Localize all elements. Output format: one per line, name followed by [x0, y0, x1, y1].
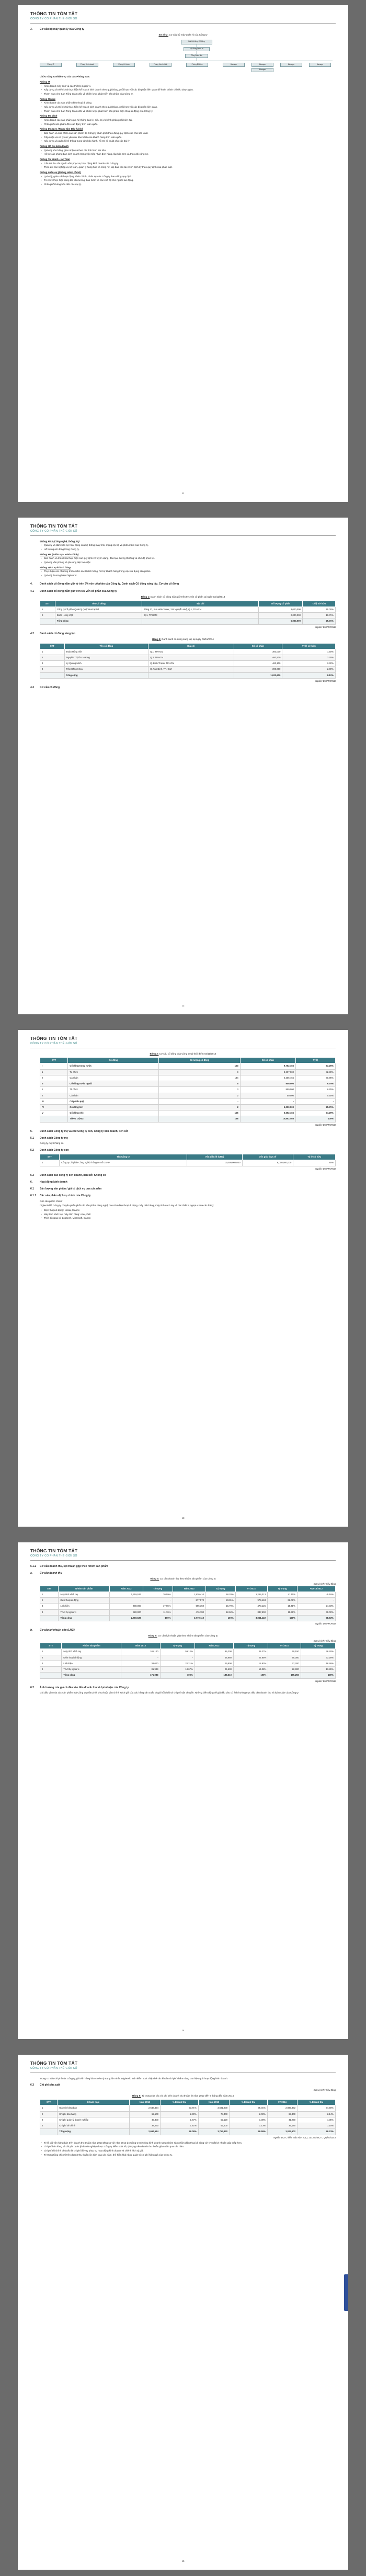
dept-duty: • Phân phối hàng hóa đến các đại lý. — [44, 183, 336, 187]
column-header: STT — [40, 1154, 60, 1160]
table-row: 3 Lý Quang Minh Q. Bình Thạnh, TP.HCM 463,100 2.32% — [40, 661, 336, 667]
column-header: Năm 2012 — [121, 1643, 160, 1649]
column-header: Số cổ phần — [240, 1058, 295, 1063]
unit-note: Đơn vị tính: Triệu đồng — [313, 2089, 336, 2092]
column-header: % Doanh thu — [230, 2100, 268, 2105]
column-header: Tỷ trọng — [268, 1586, 298, 1592]
dept-title: Phòng Tài chính - Kế Toán — [40, 157, 70, 161]
column-header: Tỷ trọng — [234, 1643, 268, 1649]
note-item: • Tỷ lệ giá vốn hàng bán trên doanh thu thuần năm 2013 tăng so với năm 2012 do Công ty mở rộng kinh doanh sang nhóm sản phẩm điện thoại di động với tỷ suất lợi nhuận gộp thấp hơn. — [44, 2142, 336, 2145]
org-box-shareholders: Đại Hội đồng Cổ đông — [181, 40, 212, 44]
column-header: Tỷ trọng — [301, 1643, 335, 1649]
table-row: 2 Nguyễn Thị Thu Hương Q.3, TP.HCM 460,500 2.30% — [40, 655, 336, 660]
column-header: Tên cổ đông — [64, 643, 148, 649]
table-row: V Cổ đông nhỏ 156 5,652,465 74.29% — [40, 1110, 336, 1116]
column-header: STT — [40, 601, 55, 606]
page-number: 15 — [181, 2560, 185, 2563]
dept-title: Phòng Mobile — [40, 97, 56, 100]
table-row: 1 Máy tính xách tay 101,140 59.12% 85,200 45.27% 60,150 36.40% — [40, 1649, 336, 1655]
section-heading: 6. Hoạt động kinh doanh — [30, 1180, 67, 1184]
page-header — [30, 10, 336, 24]
column-header: Tỷ lệ sở hữu — [282, 643, 336, 649]
table-row: 3 Linh kiện 38,000 22.21% 29,800 15.83% 27,200 16.46% — [40, 1661, 336, 1666]
subsection-heading: 5.1 Danh sách Công ty mẹ — [30, 1136, 68, 1140]
dept-duty: • Theo dõi các nghiệp vụ kế toán, quản lý hàng hóa và công nợ, lập báo cáo tài chính định kỳ theo quy định của pháp luật. — [44, 166, 336, 169]
table-source: Nguồn: DIGIWORLD — [315, 625, 336, 628]
table-total-row: Tổng cộng 2,694,514 99.08% 3,754,820 99.59% 3,027,602 99.23% — [40, 2129, 336, 2135]
column-header: Năm 2013 — [173, 1586, 206, 1592]
column-header: STT — [40, 2100, 58, 2105]
subsection-heading: 5.2 Danh sách Công ty con — [30, 1148, 69, 1152]
table-caption: Bảng 6: Tỷ trọng của các chi phí trên doanh thu thuần từ năm 2012 đến 9 tháng đầu năm 2014 — [132, 2094, 234, 2097]
column-header: Số lượng cổ phần — [259, 601, 303, 606]
paragraph: Giá đầu vào của các sản phẩm mà Công ty phân phối phụ thuộc vào chính sách giá của các hãng sản xuất, tỷ giá hối đoái và chi phí vận chuyển. Những biến động về giá đầu vào có ảnh hưởng trực tiếp đến doanh thu và lợi nhuận của Công ty. — [40, 1691, 299, 1694]
revenue-structure-table — [40, 1586, 336, 1621]
table-row: 3 Linh kiện 480,000 17.65% 595,350 15.79% 470,125 15.41% 24.03% — [40, 1604, 336, 1609]
header-subtitle: CÔNG TY CỔ PHẦN THẾ GIỚI SỐ — [30, 1554, 77, 1558]
table-row: II Cổ đông nước ngoài 5 900,000 6.75% — [40, 1081, 336, 1087]
column-header: Tỷ trọng — [206, 1586, 236, 1592]
dept-title: Phòng IT — [40, 81, 50, 84]
column-header: Năm 2012 — [110, 1586, 143, 1592]
dept-title: Phòng nhân sự (Phòng Hành chính) — [40, 170, 81, 174]
signature-stamp — [344, 2274, 348, 2311]
table-caption: Bảng 3: Cơ cấu cổ đông của Công ty tại thời điểm 03/11/2014 — [150, 1052, 216, 1055]
column-header: STT — [40, 1586, 59, 1592]
column-header: % Doanh thu — [161, 2100, 199, 2105]
paragraph: Các sản phẩm chính: — [40, 1199, 63, 1203]
subsection-heading: 6.1.1 Các sản phẩm dịch vụ chính của Công ty — [30, 1194, 91, 1198]
dept-duty: • Kinh doanh máy tính và các thiết bị ngoại vi. — [44, 85, 336, 88]
column-header: STT — [40, 643, 65, 649]
column-header: Tên Công ty — [59, 1154, 187, 1160]
dept-duty: • Hỗ trợ các phòng ban kinh doanh trong việc tiếp nhận đơn hàng, lập hóa đơn và theo dõi công nợ. — [44, 153, 336, 156]
column-header: STT — [40, 1058, 68, 1063]
column-header: Địa chỉ — [142, 601, 259, 606]
table-row: 4 Chi phí tài chính 38,260 1.41% 42,500 1.13% 35,180 1.15% — [40, 2123, 336, 2129]
column-header: Số cổ phần — [234, 643, 282, 649]
column-header: Năm 2012 — [129, 2100, 160, 2105]
diagram-caption: Sơ đồ 2: Cơ cấu bộ máy quản lý của Công ty — [158, 33, 208, 36]
note-item: • Tỷ trọng tổng chi phí trên doanh thu thuần ổn định qua các năm, thể hiện khả năng quản trị chi phí hiệu quả của Công ty. — [44, 2154, 336, 2157]
table-row: 4 Thiết bị ngoại vi 31,943 18.67% 24,630 13.08% 22,900 13.86% — [40, 1667, 336, 1673]
gross-profit-table — [40, 1643, 336, 1678]
table-row: 2 Điện thoại di động - - 877,570 23.31% 979,184 32.09% - — [40, 1598, 336, 1604]
document-page-3 — [18, 1030, 348, 1527]
subsection-heading: a. Cơ cấu doanh thu — [30, 1571, 62, 1575]
table-source: Nguồn: DIGIWORLD — [315, 1167, 336, 1170]
dept-duty: • Quản lý văn phòng và phương tiện làm việc. — [44, 561, 336, 565]
table-total-row: TỔNG CỘNG 158 10,652,465 100% — [40, 1116, 336, 1122]
dept-duty: • Xây dựng và triển khai thực hiện kế hoạch kinh doanh theo quý/tháng, phối hợp với các bộ phận liên quan để hoàn thành chỉ tiêu được giao. — [44, 88, 336, 92]
dept-duty: • Thực hiện các chương trình chăm sóc khách hàng, hỗ trợ khách hàng trong việc sử dụng sản phẩm. — [44, 570, 336, 574]
table-row: 1 Công ty Cổ phần Công nghệ Thông tin Số DSPP 10,000,000,000 8,000,000,000 80% — [40, 1160, 336, 1166]
page-number: 13 — [181, 1517, 185, 1520]
document-page-2 — [18, 518, 348, 1014]
page-number: 14 — [181, 2029, 185, 2032]
subsection-heading: 6.1 Sản lượng sản phẩm / giá trị dịch vụ qua các năm — [30, 1187, 102, 1191]
column-header: Cổ đông — [68, 1058, 159, 1063]
table-row: I Cổ đông trong nước 153 9,752,465 93.25% — [40, 1063, 336, 1069]
page-header — [30, 523, 336, 536]
table-total-row: Tổng cộng 171,083 100% 188,310 100% 165,250 100% — [40, 1673, 336, 1678]
dept-duty: • Quản lý và đảm bảo sự hoạt động của hệ thống máy tính, mạng nội bộ và phần mềm của Công ty. — [44, 544, 336, 547]
page-header — [30, 2060, 336, 2073]
table-row: 2 Điện thoại di động - - 48,680 25.85% 55,000 33.28% — [40, 1655, 336, 1661]
org-box-dept: Phòng Kinh doanh — [76, 63, 98, 67]
dept-title: Phòng Đa kênh — [40, 115, 58, 118]
column-header: Tỷ lệ sở hữu — [303, 601, 336, 606]
shareholder-structure-table — [40, 1057, 336, 1122]
org-box-dept: Phòng IT — [40, 63, 62, 67]
column-header: 9T/2014 — [235, 1586, 267, 1592]
dept-duty: • Ban hành và triển khai thực hiện các quy định về tuyển dụng, đào tạo, lương thưởng và chế độ phúc lợi. — [44, 557, 336, 560]
table-row: 1 Tổ chức 3 850,000 6.25% — [40, 1087, 336, 1093]
header-title: THÔNG TIN TÓM TẮT — [30, 523, 78, 529]
subsection-heading: 4.3 Cơ cấu cổ đông — [30, 685, 60, 689]
org-box-dept: Phòng Hành chính — [150, 63, 171, 67]
section-heading: 5. Danh sách Công ty mẹ và các Công ty con, Công ty liên doanh, liên kết — [30, 1129, 128, 1133]
table-row: 3 Chi phí quản lý doanh nghiệp 45,300 1.67% 52,120 1.38% 41,250 1.35% — [40, 2117, 336, 2123]
org-box-manager: Manager — [280, 63, 302, 67]
dept-duty: • Quản lý kho hàng, giao nhận và theo dõi tình hình tồn kho. — [44, 149, 336, 153]
dept-duty: • Bảo hành và sửa chữa các sản phẩm do Công ty phân phối theo đúng quy định của nhà sản xuất. — [44, 132, 336, 135]
org-box-manager: Manager — [223, 63, 245, 67]
product-item: • Máy tính xách tay, máy tính bảng: Acer, Dell — [44, 1213, 336, 1217]
section-heading: 4. Danh sách cổ đông nắm giữ từ trên 5% vốn cổ phần của Công ty. Danh sách Cổ đông sáng lập. Cơ cấu cổ đông — [30, 582, 179, 586]
column-header: Nhóm sản phẩm — [62, 1643, 121, 1649]
header-title: THÔNG TIN TÓM TẮT — [30, 2060, 78, 2066]
org-box-manager: Manager — [309, 63, 331, 67]
dept-duty: • Cân đối thu chi nguồn vốn phục vụ hoạt động kinh doanh của Công ty. — [44, 162, 336, 166]
page-number: 12 — [181, 1004, 185, 1007]
table-total-row: Tổng cộng 1,622,600 8.12% — [40, 672, 336, 678]
table-row: 1 Máy tính xách tay 1,919,537 70.59% 1,820,410 48.28% 1,254,313 41.11% -5.16% — [40, 1592, 336, 1598]
column-header: Năm 2013 — [195, 1643, 233, 1649]
dept-duty: • Xây dựng và quản lý hệ thống trung tâm bảo hành, hỗ trợ kỹ thuật cho các đại lý. — [44, 140, 336, 143]
subsidiaries-table — [40, 1154, 336, 1166]
paragraph: Digiworld là Công ty chuyên phân phối các sản phẩm công nghệ cao như điện thoại di động, máy tính bảng, máy tính xách tay và các thiết bị ngoại vi của các hãng: — [40, 1204, 214, 1207]
dept-duty: • Quản lý thương hiệu Digiworld. — [44, 574, 336, 578]
table-caption: Bảng 2: Danh sách cổ đông sáng lập tại ngày 03/11/2014 — [152, 637, 214, 640]
column-header: Tỷ lệ — [296, 1058, 336, 1063]
page-number: 11 — [181, 492, 185, 495]
dept-duty: • Kinh doanh các sản phẩm điện thoại di động. — [44, 101, 336, 105]
column-header: Số lượng cổ đông — [159, 1058, 241, 1063]
subsection-heading: b. Cơ cấu lợi nhuận gộp (LNG) — [30, 1629, 75, 1632]
dept-duty: • Tham mưu cho Ban Tổng Giám đốc về chiến lược phát triển sản phẩm điện thoại di động của Công ty. — [44, 110, 336, 113]
dept-duty: • Hỗ trợ người dùng trong Công ty. — [44, 548, 336, 552]
org-box-dept: Phòng DGDen — [186, 63, 208, 67]
dept-title: Phòng Hỗ trợ kinh doanh — [40, 144, 69, 147]
cost-structure-table — [40, 2099, 336, 2135]
dept-duty: • Xây dựng và triển khai thực hiện kế hoạch kinh doanh theo quý/tháng, phối hợp với các bộ phận liên quan. — [44, 106, 336, 109]
dept-duty: • Tổ chức thực hiện công tác tiền lương, bảo hiểm và các chế độ cho người lao động. — [44, 179, 336, 182]
product-item: • Thiết bị ngoại vi: Logitech, Microsoft, Canon — [44, 1217, 336, 1220]
org-box-manager: Manager — [251, 68, 273, 72]
table-source: Nguồn: DIGIWORLD — [315, 679, 336, 682]
dept-duty: • Tiếp nhận và xử lý các yêu cầu bảo hành của khách hàng trên toàn quốc. — [44, 136, 336, 140]
table-source: Nguồn: DIGIWORLD — [315, 1679, 336, 1682]
section-heading: 3. Cơ cấu bộ máy quản lý của Công ty — [30, 27, 84, 31]
document-page-5 — [18, 2055, 348, 2570]
column-header: 9T/2014 — [267, 2100, 297, 2105]
table-row: 2 Chi phí bán hàng 62,500 2.30% 78,400 2.08% 65,300 2.14% — [40, 2111, 336, 2117]
page-header — [30, 1548, 336, 1561]
header-subtitle: CÔNG TY CỔ PHẦN THẾ GIỚI SỐ — [30, 2067, 77, 2070]
dept-duty: • Tham mưu cho Ban Tổng Giám đốc về chiến lược phát triển sản phẩm của Công ty. — [44, 93, 336, 96]
subsection-heading: 4.1 Danh sách cổ đông nắm giữ trên 5% vốn cổ phần của Công ty — [30, 589, 117, 593]
org-chart — [40, 40, 336, 72]
table-row: 1 Tổ chức 9 3,397,000 32.30% — [40, 1069, 336, 1075]
org-box-dept: Phòng Kế toán — [113, 63, 135, 67]
column-header: Tỷ lệ sở hữu — [293, 1154, 336, 1160]
dept-title: Phòng Dịch vụ khách hàng — [40, 566, 71, 569]
header-subtitle: CÔNG TY CỔ PHẦN THẾ GIỚI SỐ — [30, 530, 77, 533]
org-box-manager: Manager — [251, 63, 273, 67]
dept-title: Phòng BBS (Công nghệ Thông tin) — [40, 540, 79, 543]
header-title: THÔNG TIN TÓM TẮT — [30, 11, 78, 16]
column-header: Vốn điều lệ (VNĐ) — [187, 1154, 242, 1160]
dept-title: Phòng DGDpro (Trung tâm Bảo hành) — [40, 128, 83, 131]
subsection-heading: 5.3 Danh sách các công ty liên doanh, liên kết: Không có — [30, 1173, 106, 1177]
org-box-board: Hội đồng Quản trị — [184, 47, 210, 51]
table-row: 2 Cá nhân 2 50,000 0.50% — [40, 1093, 336, 1098]
column-header: Tên Cổ đông — [55, 601, 142, 606]
major-shareholders-table — [40, 601, 336, 625]
header-subtitle: CÔNG TY CỔ PHẦN THẾ GIỚI SỐ — [30, 1042, 77, 1046]
document-page-1 — [18, 5, 348, 502]
subsection-heading: 4.2 Danh sách cổ đông sáng lập — [30, 632, 75, 635]
table-source: Nguồn: DIGIWORLD — [315, 1123, 336, 1126]
duties-title: Chức năng & Nhiệm vụ của các Phòng Ban: — [40, 75, 90, 78]
table-row: 1 Đoàn Hồng Việt Q.1, TP.HCM 300,000 1.50% — [40, 649, 336, 655]
unit-note: Đơn vị tính: Triệu đồng — [313, 1582, 336, 1585]
document-page-4 — [18, 1542, 348, 2039]
dept-title: Phòng HR (Nhân sự - Hành chính) — [40, 553, 79, 556]
column-header: Tỷ trọng — [143, 1586, 173, 1592]
table-source: Nguồn: DIGIWORLD — [315, 1622, 336, 1625]
column-header: % Doanh thu — [298, 2100, 336, 2105]
subsection-heading: 6.3 Chi phí sản xuất — [30, 2083, 60, 2087]
table-row: 2 Đoàn Hồng Việt Q.1, TP.HCM 2,000,000 10.71% — [40, 613, 336, 619]
table-row: III Cổ phiếu quỹ - - - — [40, 1098, 336, 1104]
column-header: Vốn góp thực tế — [242, 1154, 293, 1160]
note-item: • Chi phí bán hàng và chi phí quản lý doanh nghiệp được Công ty kiểm soát tốt, tỷ trọng trên doanh thu thuần giảm dần qua các năm. — [44, 2145, 336, 2149]
subsection-heading: 6.2 Ảnh hưởng của giá cả đầu vào đến doanh thu và lợi nhuận của Công ty — [30, 1686, 129, 1689]
page-header — [30, 1035, 336, 1048]
dept-duty: • Kinh doanh các sản phẩm qua hệ thống bán lẻ, siêu thị và kênh phân phối hiện đại. — [44, 119, 336, 122]
header-title: THÔNG TIN TÓM TẮT — [30, 1548, 78, 1553]
dept-duty: • Phân phối sản phẩm đến các đại lý trên toàn quốc. — [44, 123, 336, 127]
paragraph: Công ty mẹ: Không có — [40, 1142, 64, 1145]
table-source: Nguồn: BCTC kiểm toán năm 2012, 2013 và BCTC Quý III/2014 — [273, 2136, 336, 2139]
header-title: THÔNG TIN TÓM TẮT — [30, 1036, 78, 1041]
table-row: 4 Thiết bị ngoại vi 320,000 11.76% 476,780 12.62% 347,500 11.39% 49.00% — [40, 1609, 336, 1615]
column-header: Địa chỉ — [148, 643, 234, 649]
org-box-ceo: Tổng Giám đốc — [185, 54, 208, 58]
table-row: 2 Cá nhân 144 6,355,465 60.95% — [40, 1075, 336, 1081]
column-header: 9T/2014 — [268, 1643, 301, 1649]
paragraph: Trong cơ cấu chi phí của Công ty, giá vốn hàng bán chiếm tỷ trọng lớn nhất. Digiworld luôn kiểm soát chặt chẽ các khoản chi phí nhằm nâng cao hiệu quả hoạt động kinh doanh. — [40, 2077, 228, 2080]
note-item: • Chi phí tài chính chủ yếu là chi phí lãi vay phục vụ hoạt động kinh doanh và chênh lệch tỷ giá. — [44, 2149, 336, 2153]
column-header: %2013/2012 — [297, 1586, 335, 1592]
table-row: 1 Công ty Cổ phần Quản lý Quỹ VinaCapital Tầng 17, Sun Wah Tower, 115 Nguyễn Huệ, Q.1, TP.HCM 3,000,000 15.00% — [40, 606, 336, 612]
founding-shareholders-table — [40, 643, 336, 679]
table-row: IV Cổ đông lớn 2 5,000,000 25.71% — [40, 1104, 336, 1110]
table-row: 4 Trần Đăng Khoa Q. Tân Bình, TP.HCM 399,000 2.00% — [40, 667, 336, 672]
table-caption: Bảng 5: Cơ cấu lợi nhuận gộp theo nhóm sản phẩm của Công ty — [148, 1634, 218, 1638]
column-header: Nhóm sản phẩm — [59, 1586, 110, 1592]
column-header: Năm 2013 — [198, 2100, 229, 2105]
product-item: • Điện thoại di động: Nokia, Xiaomi — [44, 1209, 336, 1212]
column-header: STT — [40, 1643, 62, 1649]
header-subtitle: CÔNG TY CỔ PHẦN THẾ GIỚI SỐ — [30, 17, 77, 21]
column-header: Khoản mục — [58, 2100, 130, 2105]
table-total-row: Tổng cộng 2,719,537 100% 3,770,110 100% 3,051,122 100% 38.63% — [40, 1615, 336, 1621]
column-header: Tỷ trọng — [160, 1643, 195, 1649]
table-total-row: Tổng cộng 5,000,000 25.71% — [40, 619, 336, 624]
table-caption: Bảng 1: Danh sách cổ đông nắm giữ trên 5% vốn cổ phần tại ngày 03/11/2014 — [141, 595, 225, 598]
table-row: 1 Giá vốn hàng bán 2,548,454 93.71% 3,581,800 95.01% 2,885,872 94.58% — [40, 2105, 336, 2111]
table-caption: Bảng 4: Cơ cấu doanh thu theo nhóm sản phẩm của Công ty — [150, 1577, 216, 1581]
subsection-heading: 6.1.2 Cơ cấu doanh thu, lợi nhuận gộp theo nhóm sản phẩm — [30, 1564, 108, 1568]
dept-duty: • Quản lý, giám sát hoạt động hành chính, nhân sự của Công ty theo đúng quy định. — [44, 175, 336, 179]
unit-note: Đơn vị tính: Triệu đồng — [313, 1640, 336, 1643]
